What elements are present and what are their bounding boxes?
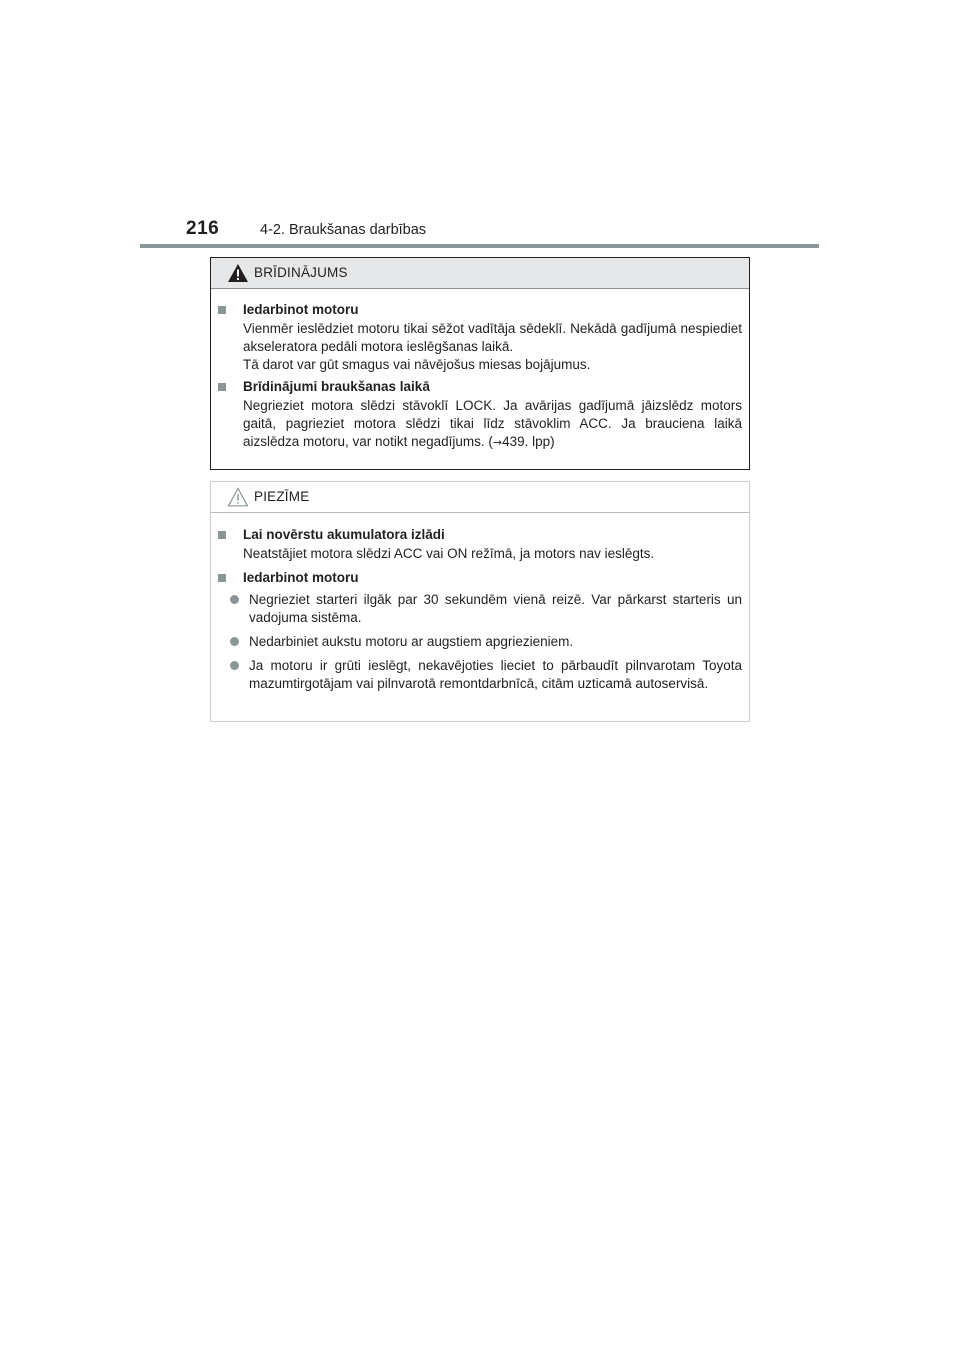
warning-triangle-outline-icon: [227, 487, 249, 507]
header-rule: [140, 244, 819, 248]
square-bullet-icon: [218, 531, 226, 539]
arrow-right-icon: →: [492, 436, 503, 449]
warning-title: BRĪDINĀJUMS: [254, 265, 348, 280]
note-heading-1: Lai novērstu akumulatora izlādi: [218, 526, 742, 544]
note-box-header: [211, 482, 749, 513]
note-box: [210, 481, 750, 722]
note-paragraph-1: Neatstājiet motora slēdzi ACC vai ON režīmā, ja motors nav ieslēgts.: [243, 546, 655, 561]
square-bullet-icon: [218, 574, 226, 582]
round-bullet-icon: [230, 661, 239, 670]
warning-paragraph-2: Negrieziet motora slēdzi stāvoklī LOCK. Ja avārijas gadījumā jāizslēdz motors gaitā, pagrieziet motora slēdzi tikai līdz stāvoklim ACC. Ja brauciena laikā aizslēdza motoru, var notikt negadījums. (→439. lpp): [243, 398, 742, 449]
note-bullet-1: Negrieziet starteri ilgāk par 30 sekundēm vienā reizē. Var pārkarst starteris un vadojuma sistēma.: [218, 591, 742, 627]
round-bullet-icon: [230, 595, 239, 604]
square-bullet-icon: [218, 383, 226, 391]
warning-box-header: [211, 258, 749, 289]
note-bullet-2: Nedarbiniet aukstu motoru ar augstiem apgriezieniem.: [218, 633, 742, 651]
page-reference[interactable]: 439. lpp): [502, 434, 555, 449]
warning-triangle-filled-icon: [227, 263, 249, 283]
square-bullet-icon: [218, 306, 226, 314]
note-title: PIEZĪME: [254, 489, 310, 504]
warning-paragraph-1-line-2: Tā darot var gūt smagus vai nāvējošus miesas bojājumus.: [243, 357, 591, 372]
note-body: [211, 513, 749, 693]
warning-heading-1: Iedarbinot motoru: [218, 301, 742, 319]
note-heading-2: Iedarbinot motoru: [218, 569, 742, 587]
section-title: 4-2. Braukšanas darbības: [260, 222, 427, 238]
round-bullet-icon: [230, 637, 239, 646]
note-bullet-3: Ja motoru ir grūti ieslēgt, nekavējoties lieciet to pārbaudīt pilnvarotam Toyota mazumtirgotājam vai pilnvarotā remontdarbnīcā, citām uzticamā autoservisā.: [218, 657, 742, 693]
warning-heading-2: Brīdinājumi braukšanas laikā: [218, 378, 742, 396]
warning-paragraph-1-line-1: Vienmēr ieslēdziet motoru tikai sēžot vadītāja sēdeklī. Nekādā gadījumā nespiediet akseleratora pedāli motora ieslēgšanas laikā.: [243, 321, 742, 354]
page-number: 216: [186, 218, 220, 239]
warning-paragraph-1: [218, 320, 742, 374]
warning-body: [211, 289, 749, 452]
warning-box: [210, 257, 750, 470]
